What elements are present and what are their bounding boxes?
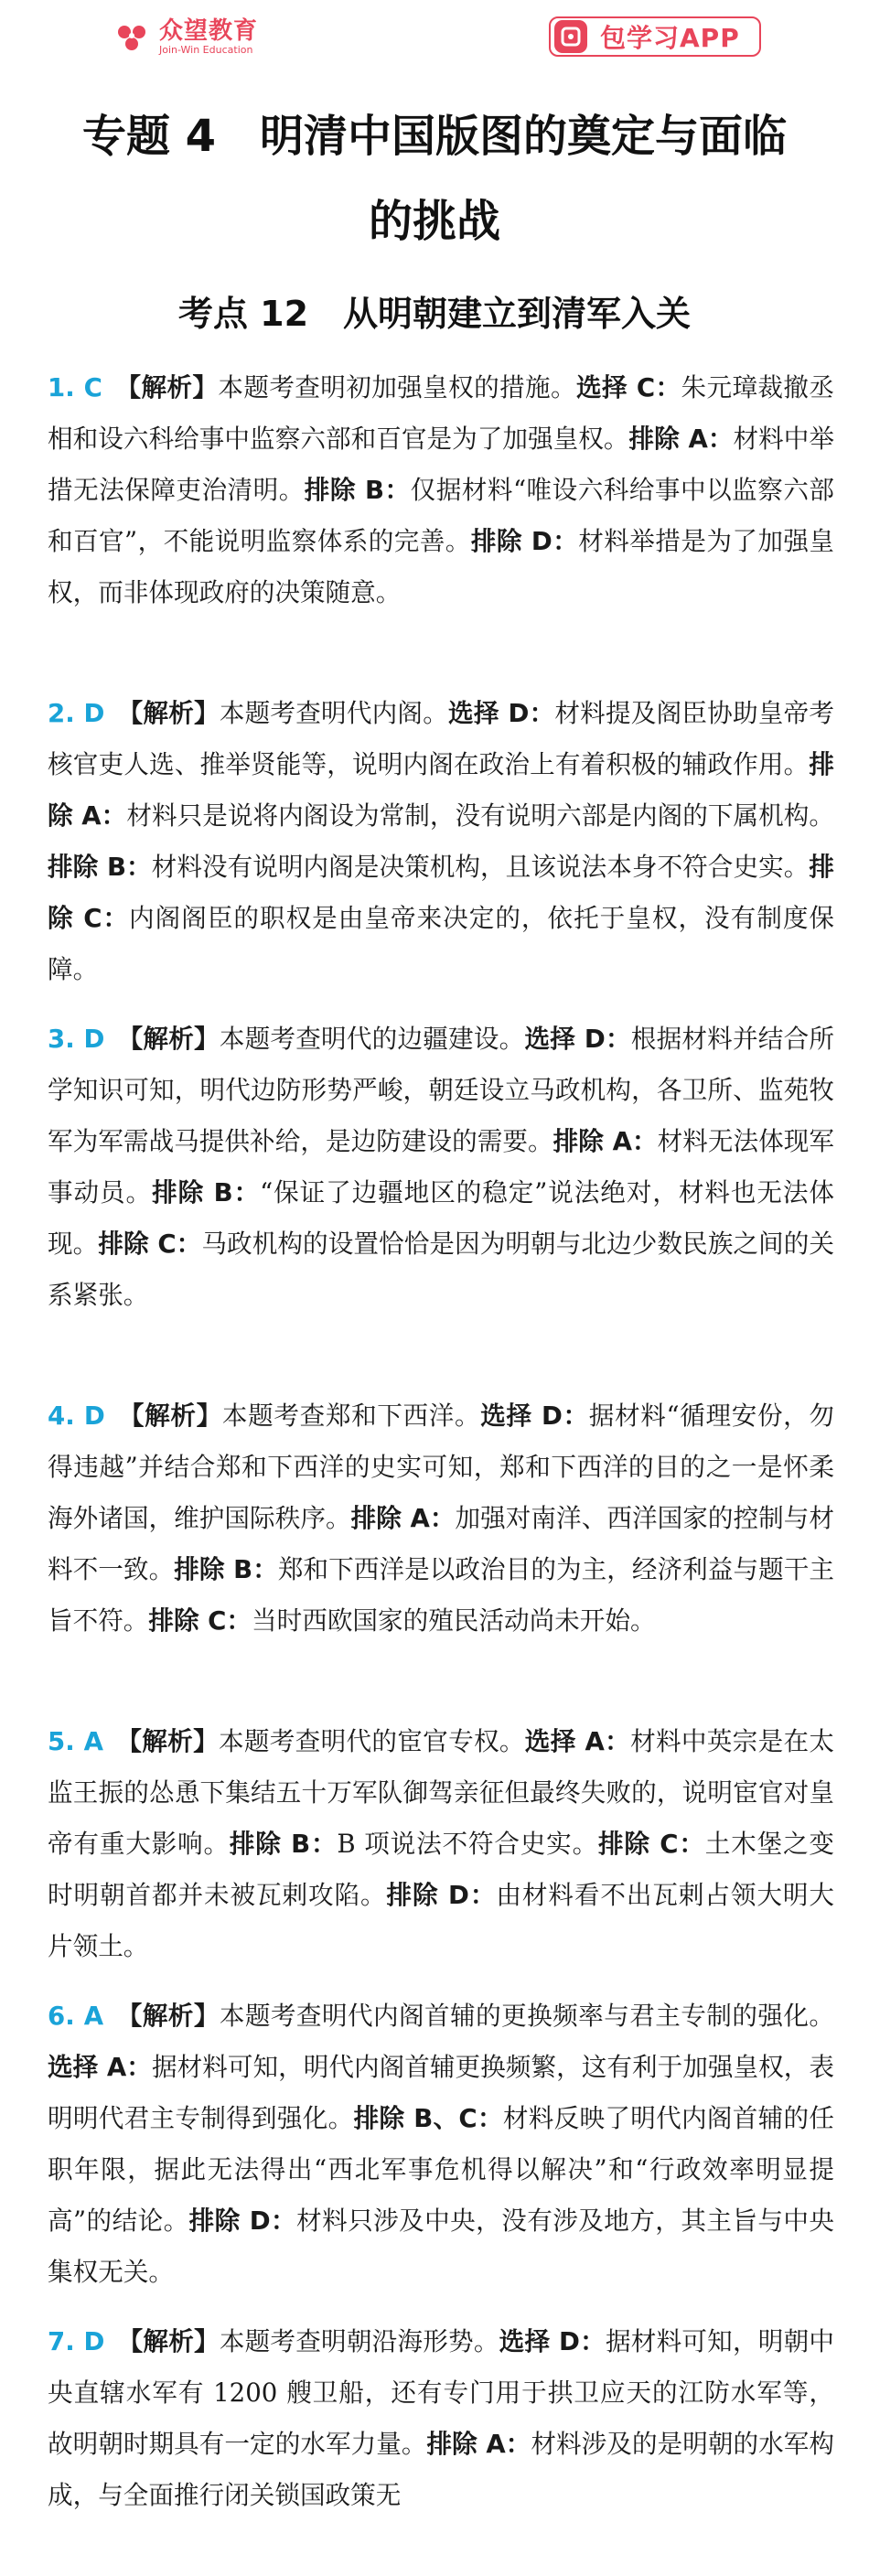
brand-name: 众望教育 bbox=[159, 17, 259, 45]
answer-number: 1. C bbox=[48, 372, 102, 402]
app-icon bbox=[553, 18, 589, 55]
answer-item-4: 4. D 【解析】本题考查郑和下西洋。选择 D：据材料“循理安份，勿得违越”并结合郑和下西洋的史实可知，郑和下西洋的目的之一是怀柔海外诸国，维护国际秩序。排除 A：加强对南洋、西洋国家的控制与材料不一致。排除 B：郑和下西洋是以政治目的为主，经济利益与题干主旨不符。排除 C：当时西欧国家的殖民活动尚未开始。 bbox=[48, 1401, 835, 1636]
joinwin-logo bbox=[112, 18, 258, 56]
answer-number: 6. A bbox=[48, 2001, 104, 2031]
answer-item-1: 1. C 【解析】本题考查明初加强皇权的措施。选择 C：朱元璋裁撤丞相和设六科给事中监察六部和百官是为了加强皇权。排除 A：材料中举措无法保障吏治清明。排除 B：仅据材料“唯设六科给事中以监察六部和百官”，不能说明监察体系的完善。排除 D：材料举措是为了加强皇权，而非体现政府的决策随意。 bbox=[48, 372, 835, 607]
analysis-label: 【解析】 bbox=[129, 2001, 220, 2031]
page-title-line2: 的挑战 bbox=[368, 196, 500, 247]
answer-item-3: 3. D 【解析】本题考查明代的边疆建设。选择 D：根据材料并结合所学知识可知，明代边防形势严峻，朝廷设立马政机构，各卫所、监苑牧军为军需战马提供补给，是边防建设的需要。排除 A：材料无法体现军事动员。排除 B：“保证了边疆地区的稳定”说法绝对，材料也无法体现。排除 C：马政机构的设置恰恰是因为明朝与北边少数民族之间的关系紧张。 bbox=[48, 1024, 835, 1310]
answer-item-7: 7. D 【解析】本题考查明朝沿海形势。选择 D：据材料可知，明朝中央直辖水军有 1200 艘卫船，还有专门用于拱卫应天的江防水军等，故明朝时期具有一定的水军力量。排除 A：材料涉及的是明朝的水军构成，与全面推行闭关锁国政策无 bbox=[48, 2326, 834, 2510]
brand-subtitle: Join-Win Education bbox=[159, 44, 253, 56]
analysis-label: 【解析】 bbox=[128, 372, 219, 402]
analysis-label: 【解析】 bbox=[130, 2326, 220, 2356]
header bbox=[0, 11, 869, 68]
app-name: 包学习APP bbox=[600, 23, 740, 53]
page-title-line1: 专题 4 明清中国版图的奠定与面临 bbox=[81, 111, 788, 162]
baoxuexi-app-badge bbox=[549, 16, 761, 57]
answer-item-2: 2. D 【解析】本题考查明代内阁。选择 D：材料提及阁臣协助皇帝考核官吏人选、推举贤能等，说明内阁在政治上有着积极的辅政作用。排除 A：材料只是说将内阁设为常制，没有说明六部是内阁的下属机构。排除 B：材料没有说明内阁是决策机构，且该说法本身不符合史实。排除 C：内阁阁臣的职权是由皇帝来决定的，依托于皇权，没有制度保障。 bbox=[48, 698, 834, 984]
answer-item-5: 5. A 【解析】本题考查明代的宦官专权。选择 A：材料中英宗是在太监王振的怂恿下集结五十万军队御驾亲征但最终失败的，说明宦官对皇帝有重大影响。排除 B：B 项说法不符合史实。排除 C：土木堡之变时明朝首都并未被瓦剌攻陷。排除 D：由材料看不出瓦剌占领大明大片领土。 bbox=[48, 1726, 834, 1961]
analysis-label: 【解析】 bbox=[129, 1726, 219, 1756]
answer-number: 2. D bbox=[48, 698, 105, 728]
joinwin-logo-icon bbox=[112, 19, 152, 56]
analysis-label: 【解析】 bbox=[130, 1024, 220, 1054]
analysis-label: 【解析】 bbox=[130, 698, 220, 728]
answer-number: 4. D bbox=[48, 1401, 105, 1431]
answer-number: 5. A bbox=[48, 1726, 103, 1756]
answer-number: 3. D bbox=[48, 1024, 105, 1054]
answer-item-6: 6. A 【解析】本题考查明代内阁首辅的更换频率与君主专制的强化。选择 A：据材料可知，明代内阁首辅更换频繁，这有利于加强皇权，表明明代君主专制得到强化。排除 B、C：材料反映了明代内阁首辅的任职年限，据此无法得出“西北军事危机得以解决”和“行政效率明显提高”的结论。排除 D：材料只涉及中央，没有涉及地方，其主旨与中央集权无关。 bbox=[48, 2001, 834, 2287]
analysis-label: 【解析】 bbox=[131, 1401, 222, 1431]
answer-number: 7. D bbox=[48, 2326, 105, 2356]
section-subtitle: 考点 12 从明朝建立到清军入关 bbox=[177, 294, 692, 334]
